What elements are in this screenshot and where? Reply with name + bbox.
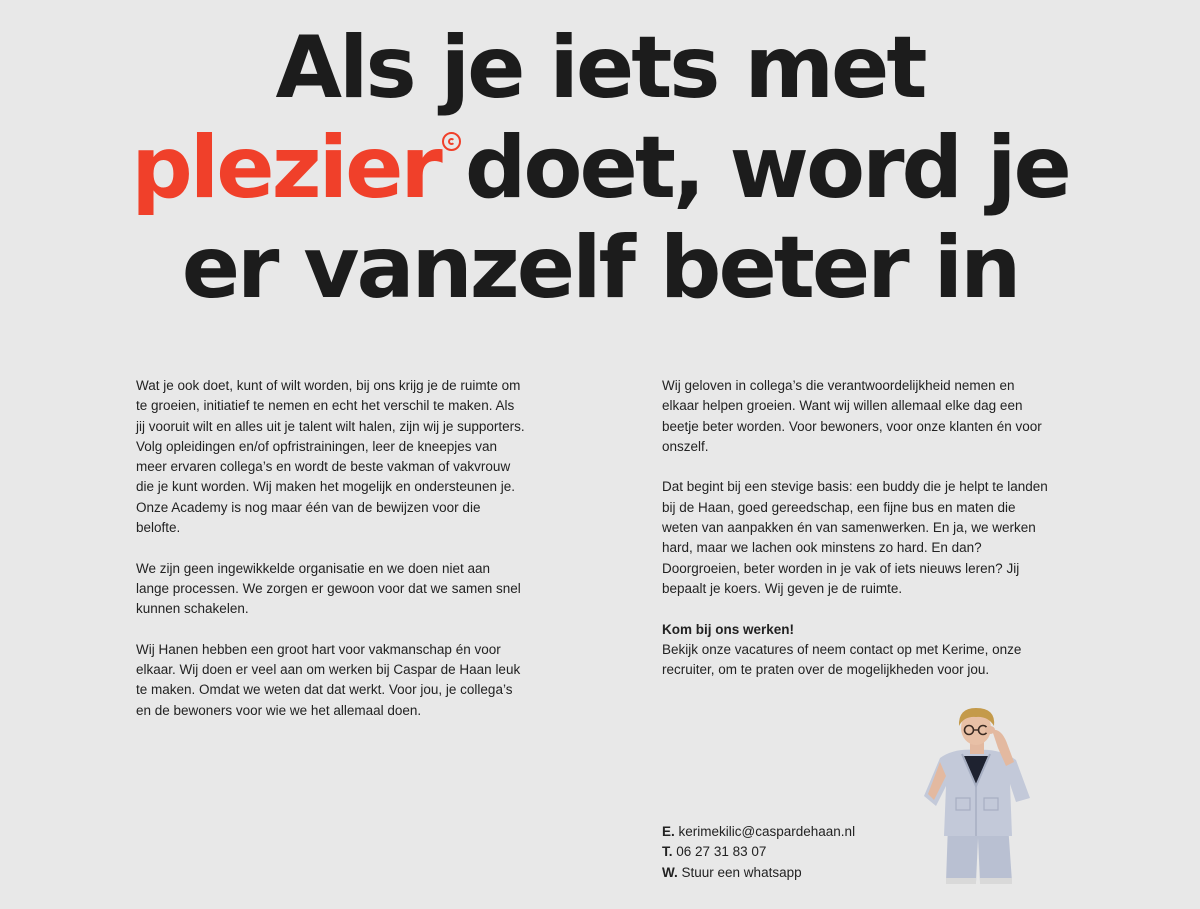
left-column: [136, 376, 526, 741]
recruiter-photo: [918, 706, 1036, 884]
contact-phone-row: [662, 842, 855, 862]
left-paragraph-1: Wat je ook doet, kunt of wilt worden, bij ons krijg je de ruimte om te groeien, initiatief te nemen en echt het verschil te maken. Als jij vooruit wilt en alles uit je talent wilt halen, zijn wij je supporters. Volg opleidingen en/of opfristrainingen, leer de kneepjes van meer ervaren collega’s en wordt de beste vakman of vakvrouw die je kunt worden. Wij maken het mogelijk en ondersteunen je. Onze Academy is nog maar één van de bewijzen voor die belofte.: [136, 378, 525, 536]
phone-link[interactable]: 06 27 31 83 07: [676, 844, 767, 860]
headline-line-2-rest: doet, word je: [464, 118, 1069, 218]
headline-line-1: Als je iets met: [275, 18, 925, 118]
email-label: E.: [662, 824, 675, 839]
contact-email-row: [662, 822, 855, 842]
page-headline: [0, 18, 1200, 318]
phone-label: T.: [662, 844, 673, 860]
right-paragraph-1: Wij geloven in collega’s die verantwoordelijkheid nemen en elkaar helpen groeien. Want wij willen allemaal elke dag een beetje beter worden. Voor bewoners, voor onze klanten én voor onszelf.: [662, 378, 1042, 454]
contact-block: [662, 822, 855, 883]
whatsapp-label: W.: [662, 864, 678, 880]
headline-line-2: [0, 118, 1200, 218]
circle-swirl-icon: [442, 132, 461, 151]
headline-accent-word: plezier: [131, 118, 440, 218]
right-paragraph-2: Dat begint bij een stevige basis: een buddy die je helpt te landen bij de Haan, goed gereedschap, een fijne bus en maten die weten van aanpakken én van samenwerken. En ja, we werken hard, maar we lachen ook minstens zo hard. En dan? Doorgroeien, beter worden in je vak of iets nieuws leren? Jij bepaalt je koers. Wij geven je de ruimte.: [662, 479, 1048, 596]
cta-heading: Kom bij ons werken!: [662, 621, 795, 637]
whatsapp-link[interactable]: Stuur een whatsapp: [681, 864, 802, 880]
left-paragraph-2: We zijn geen ingewikkelde organisatie en we doen niet aan lange processen. We zorgen er gewoon voor dat we samen snel kunnen schakelen.: [136, 560, 521, 617]
cta-text: Bekijk onze vacatures of neem contact op met Kerime, onze recruiter, om te praten over de mogelijkheden voor jou.: [662, 641, 1022, 678]
contact-whatsapp-row: [662, 863, 855, 883]
right-column: [662, 376, 1052, 701]
email-link[interactable]: kerimekilic@caspardehaan.nl: [678, 824, 856, 839]
left-paragraph-3: Wij Hanen hebben een groot hart voor vakmanschap én voor elkaar. Wij doen er veel aan om werken bij Caspar de Haan leuk te maken. Omdat we weten dat dat werkt. Voor jou, je collega’s en de bewoners voor wie we het allemaal doen.: [136, 641, 521, 718]
headline-line-3: er vanzelf beter in: [181, 218, 1019, 318]
cta-block: [662, 620, 1052, 681]
